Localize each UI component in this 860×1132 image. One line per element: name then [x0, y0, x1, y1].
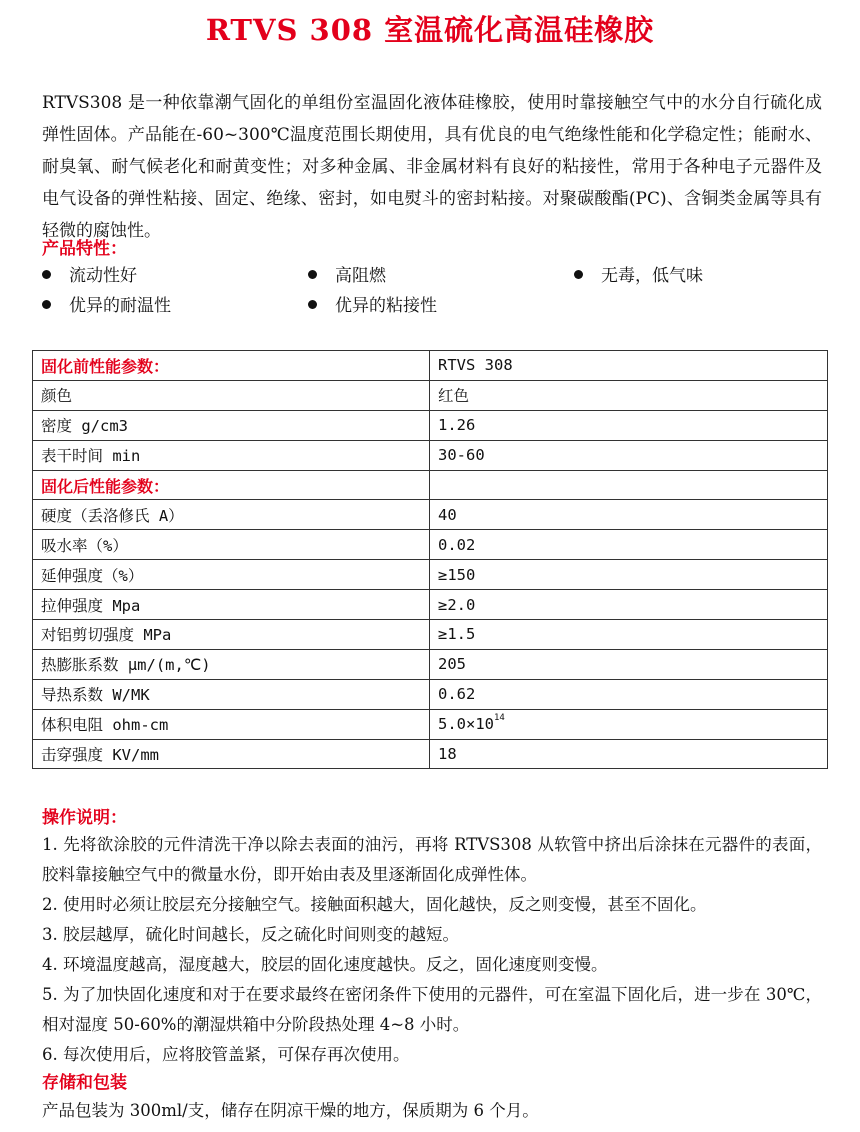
table-row: 颜色 红色: [33, 380, 828, 410]
bullet-icon: [574, 270, 583, 279]
table-row: 拉伸强度 Mpa ≥2.0: [33, 590, 828, 620]
post-cure-heading: 固化后性能参数：: [33, 470, 430, 500]
bullet-icon: [42, 270, 51, 279]
spec-table: [32, 350, 828, 769]
table-row: [33, 351, 828, 381]
features-heading: 产品特性：: [42, 239, 127, 259]
page-title: RTVS 308 室温硫化高温硅橡胶: [205, 13, 655, 47]
feature-item: 无毒，低气味: [574, 262, 703, 290]
intro-paragraph: RTVS308 是一种依靠潮气固化的单组份室温固化液体硅橡胶，使用时靠接触空气中的水分自行硫化成弹性固体。产品能在-60~300℃温度范围长期使用，具有优良的电气绝缘性能和化学稳定性；能耐水、耐臭氧、耐气候老化和耐黄变性；对多种金属、非金属材料有良好的粘接性，常用于各种电子元器件及电气设备的弹性粘接、固定、绝缘、密封，如电熨斗的密封粘接。对聚碳酸酯(PC)、含铜类金属等具有轻微的腐蚀性。: [42, 93, 822, 241]
table-row: 延伸强度（%） ≥150: [33, 560, 828, 590]
feature-item: 优异的耐温性: [42, 292, 171, 320]
storage-heading: 存储和包装: [42, 1073, 127, 1093]
table-row: 吸水率（%） 0.02: [33, 530, 828, 560]
operation-steps: [42, 830, 822, 1070]
operation-heading: 操作说明：: [42, 808, 127, 828]
product-name-cell: RTVS 308: [430, 351, 828, 381]
resistivity-value: $5.0\times 10^{14}$: [430, 709, 828, 739]
bullet-icon: [42, 300, 51, 309]
operation-step: 1. 先将欲涂胶的元件清洗干净以除去表面的油污，再将 RTVS308 从软管中挤出后涂抹在元器件的表面，胶料靠接触空气中的微量水份，即开始由表及里逐渐固化成弹性体。: [42, 835, 822, 884]
operation-step: 6. 每次使用后，应将胶管盖紧，可保存再次使用。: [42, 1045, 410, 1064]
operation-step: 2. 使用时必须让胶层充分接触空气。接触面积越大，固化越快，反之则变慢，甚至不固化。: [42, 895, 707, 914]
table-row: 密度 g/cm3 1.26: [33, 410, 828, 440]
operation-step: 5. 为了加快固化速度和对于在要求最终在密闭条件下使用的元器件，可在室温下固化后，进一步在 30℃，相对湿度 50-60%的潮湿烘箱中分阶段热处理 4~8 小时。: [42, 985, 822, 1034]
operation-step: 3. 胶层越厚，硫化时间越长，反之硫化时间则变的越短。: [42, 925, 459, 944]
table-row: [33, 470, 828, 500]
feature-item: 高阻燃: [308, 262, 386, 290]
table-row: 体积电阻 ohm-cm $5.0\times 10^{14}$: [33, 709, 828, 739]
table-row: 硬度（丢洛修氏 A） 40: [33, 500, 828, 530]
table-row: 击穿强度 KV/mm 18: [33, 739, 828, 769]
bullet-icon: [308, 270, 317, 279]
table-row: 表干时间 min 30-60: [33, 440, 828, 470]
table-row: 热膨胀系数 μm/(m,℃) 205: [33, 649, 828, 679]
table-row: 导热系数 W/MK 0.62: [33, 679, 828, 709]
table-row: 对铝剪切强度 MPa ≥1.5: [33, 620, 828, 650]
storage-text: 产品包装为 300ml/支，储存在阴凉干燥的地方，保质期为 6 个月。: [42, 1101, 539, 1120]
bullet-icon: [308, 300, 317, 309]
feature-item: 流动性好: [42, 262, 137, 290]
operation-step: 4. 环境温度越高，湿度越大，胶层的固化速度越快。反之，固化速度则变慢。: [42, 955, 608, 974]
feature-item: 优异的粘接性: [308, 292, 437, 320]
pre-cure-heading: 固化前性能参数：: [33, 351, 430, 381]
